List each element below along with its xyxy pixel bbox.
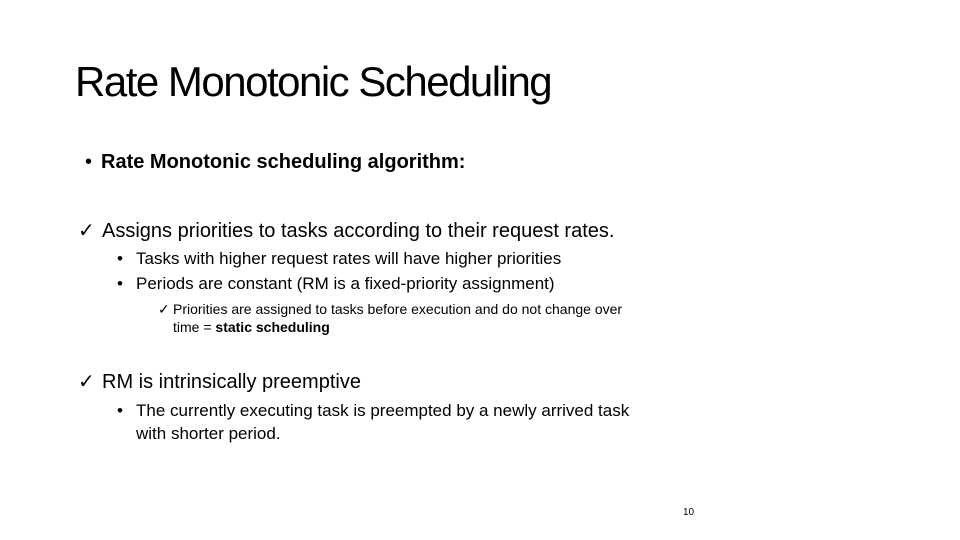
sub-point-periods-constant — [117, 273, 555, 295]
detail-text-bold: static scheduling — [215, 319, 330, 335]
heading-text: Rate Monotonic scheduling algorithm: — [101, 151, 466, 173]
heading-bullet — [85, 148, 465, 176]
point-assigns-priorities — [78, 217, 614, 245]
checkmark-icon: ✓ — [158, 301, 170, 317]
detail-point-priorities-assigned — [158, 300, 622, 318]
detail-point-continuation — [173, 318, 330, 336]
point-text: Assigns priorities to tasks according to their request rates. — [102, 220, 615, 242]
bullet-icon: • — [85, 151, 93, 173]
detail-text-prefix: time = — [173, 319, 216, 335]
checkmark-icon: ✓ — [78, 371, 95, 393]
sub-point-text: Tasks with higher request rates will have higher priorities — [136, 249, 562, 268]
sub-point-continuation: with shorter period. — [136, 424, 281, 443]
checkmark-icon: ✓ — [78, 220, 95, 242]
page-number: 10 — [683, 507, 695, 518]
sub-point-higher-rates — [117, 248, 561, 270]
bullet-icon: • — [117, 401, 123, 420]
sub-point-text: Periods are constant (RM is a fixed-priority assignment) — [136, 274, 555, 293]
point-rm-preemptive — [78, 368, 361, 396]
bullet-icon: • — [117, 274, 123, 293]
bullet-icon: • — [117, 249, 123, 268]
point-text: RM is intrinsically preemptive — [102, 371, 361, 393]
sub-point-preempted — [117, 400, 629, 422]
sub-point-text: The currently executing task is preempted by a newly arrived task — [136, 401, 630, 420]
detail-text: Priorities are assigned to tasks before execution and do not change over — [173, 301, 623, 317]
slide-title: Rate Monotonic Scheduling — [75, 58, 552, 105]
